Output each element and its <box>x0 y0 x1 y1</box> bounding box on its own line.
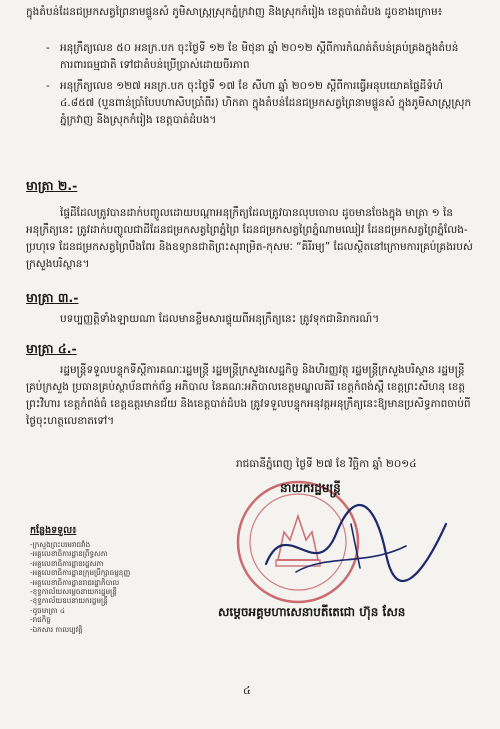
recipients-block <box>30 524 180 634</box>
article-2-text: ផ្ទៃដីដែលត្រូវបានដាក់បញ្ចូលដោយបណ្តាអនុក្រឹត្យដែលត្រូវបានលុបចោល ដូចមានចែងក្នុង មាត្រា ១ នៃអនុក្រឹត្យនេះ ត្រូវដាក់បញ្ចូលជាដីដែនជម្រកសត្វព្រៃភ្នំព្រៃ ដែនជម្រកសត្វព្រៃភ្នំណាមឈៀវ ដែនជម្រកសត្វព្រៃភ្នំលែង-ប្រហុទេ ដែនជម្រកសត្វព្រៃបឹងពែរ និងឧទ្យានជាតិព្រះសុរាម្រិត-កុសមៈ “គិរីរម្យ” ដែលស្ថិតនៅក្រោមការគ្រប់គ្រងរបស់ក្រសួងបរិស្ថាន។ <box>26 207 473 270</box>
recipients-heading: កន្លែងទទួល៖ <box>30 525 77 536</box>
list-item: - អនុក្រឹត្យលេខ ៥០ អនក្រ.បក ចុះថ្ងៃទី ១២ ខែ មិថុនា ឆ្នាំ ២០១២ ស្តីពីការកំណត់តំបន់គ្រប់គ្រងក្នុងតំបន់ការពារធម្មជាតិ ទៅជាតំបន់ប្រើប្រាស់ដោយចីរភាព <box>46 40 476 74</box>
list-item: -រាជកិច្ច <box>30 615 51 625</box>
list-item: -ឯកសារ កាលប្បវត្តិ <box>30 624 83 634</box>
handwritten-signature-icon <box>256 494 456 590</box>
list-item: - អនុក្រឹត្យលេខ ១២៧ អនក្រ.បក ចុះថ្ងៃទី ១៧ ខែ សីហា ឆ្នាំ ២០១២ ស្តីពីការធ្វើអនុបយោគផ្ទៃដីទំហំ ៤.៨៥៧ (បួនពាន់ប្រាំបែបហាសិបប្រាំពីរ) ហិកតា ក្នុងតំបន់ដែនជម្រកសត្វព្រៃនាមផ្ទួនសំ ក្នុងភូមិសាស្ត្រស្រុកភ្នំក្រវាញ និងស្រុកកំរៀង ខេត្តបាត់ដំបង។ <box>46 78 476 129</box>
signer-title: នាយករដ្ឋមន្ត្រី <box>280 481 341 495</box>
list-item: -អគ្គលេខាធិការដ្ឋានរាជរដ្ឋាភិបាល <box>30 577 120 587</box>
article-4-heading: មាត្រា ៤.- <box>26 341 77 356</box>
article-3-heading: មាត្រា ៣.- <box>26 290 79 305</box>
signer-name: សម្តេចអគ្គមហាសេនាបតីតេជោ ហ៊ុន សែន <box>218 605 406 619</box>
page-number: ៤ <box>243 684 251 697</box>
list-item: -ខុទ្ទកាល័យសម្តេចនាយករដ្ឋមន្ត្រី <box>30 587 117 597</box>
list-item: -អគ្គលេខាធិការដ្ឋានរដ្ឋសភា <box>30 558 104 568</box>
article-2-heading: មាត្រា ២.- <box>26 178 78 193</box>
list-item: -អគ្គលេខាធិការដ្ឋានព្រឹទ្ធសភា <box>30 549 108 559</box>
list-item: -ក្រសួងព្រះបរមរាជវាំង <box>30 540 91 549</box>
list-item: -អគ្គលេខាធិការដ្ឋានក្រុមប្រឹក្សាធម្មនុញ្ញ <box>30 568 131 578</box>
article-3-text: បទប្បញ្ញត្តិទាំងឡាយណា ដែលមានខ្លឹមសារផ្ទុយពីអនុក្រឹត្យនេះ ត្រូវទុកជានិរាករណ៍។ <box>60 313 380 325</box>
article-4-text: រដ្ឋមន្ត្រីទទួលបន្ទុកទីស្តីការគណៈរដ្ឋមន្ត្រី រដ្ឋមន្ត្រីក្រសួងសេដ្ឋកិច្ច និងហិរញ្ញវត្ថុ រដ្ឋមន្ត្រីក្រសួងបរិស្ថាន រដ្ឋមន្ត្រីគ្រប់ក្រសួង ប្រធានគ្រប់ស្ថាប័នពាក់ព័ន្ធ អភិបាល នៃគណៈអភិបាលខេត្តមណ្ឌលគិរី ខេត្តកំពង់ស្ពឺ ខេត្តព្រះសីហនុ ខេត្តព្រះវិហារ ខេត្តកំពង់ធំ ខេត្តឧត្តរមានជ័យ និងខេត្តបាត់ដំបង ត្រូវទទួលបន្ទុកអនុវត្តអនុក្រឹត្យនេះឱ្យមានប្រសិទ្ធភាពចាប់ពីថ្ងៃចុះហត្ថលេខាតទៅ។ <box>26 364 471 427</box>
signing-date: រាជធានីភ្នំពេញ ថ្ងៃទី ២៧ ខែ វិច្ឆិកា ឆ្នាំ ២០១៤ <box>236 458 417 470</box>
list-item: -ខុទ្ទកាល័យឧបនាយករដ្ឋមន្ត្រី <box>30 596 108 606</box>
intro-paragraph: ក្នុងតំបន់ដែនជម្រកសត្វព្រៃនាមផ្ទួនសំ ភូមិសាស្ត្រស្រុកភ្នំក្រវាញ និងស្រុកកំរៀង ខេត្តបាត់ដំបង ដូចខាងក្រោម៖ <box>26 6 443 18</box>
list-item: -ដូចមាត្រា ៤ <box>30 605 65 615</box>
repealed-decrees-list <box>46 40 476 133</box>
